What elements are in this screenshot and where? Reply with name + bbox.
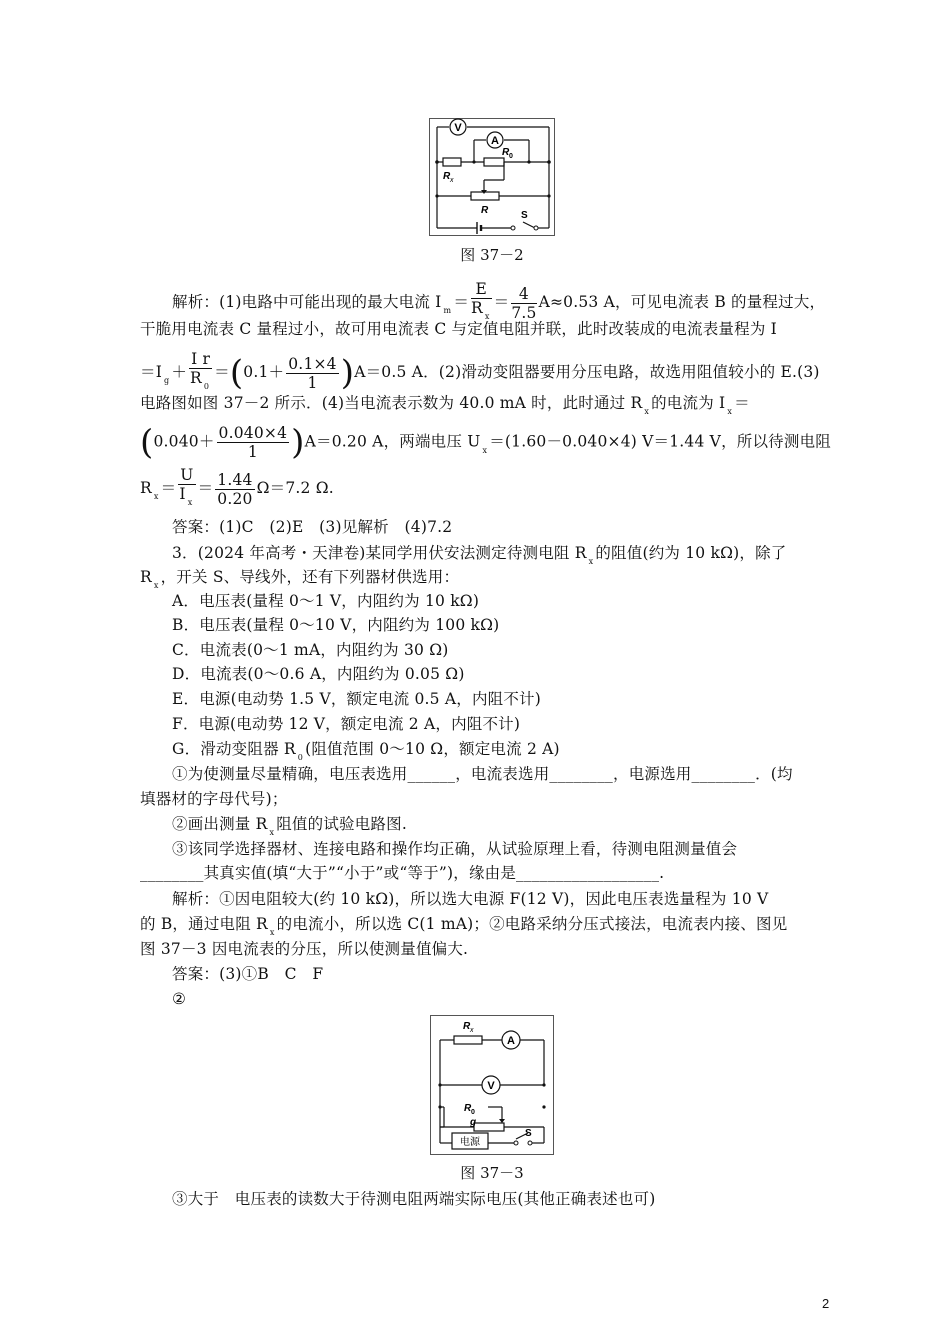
option-b: B．电压表(量程 0～10 V，内阻约为 100 kΩ) xyxy=(172,616,500,634)
subscript: 0 xyxy=(203,382,210,391)
left-paren: ( xyxy=(140,422,154,463)
q3-answer-line-3: ③大于 电压表的读数大于待测电阻两端实际电压(其他正确表述也可) xyxy=(172,1190,656,1208)
subscript: x xyxy=(482,445,488,455)
fraction-u-over-ix xyxy=(178,466,195,512)
denominator: 7.5 xyxy=(511,303,537,322)
text-run: A＝0.5 A．(2)滑动变阻器要用分压电路，故选用阻值较小的 E.(3) xyxy=(354,363,820,381)
denominator xyxy=(178,485,195,512)
rheostat-label: R xyxy=(481,205,489,216)
subscript: x xyxy=(187,498,193,507)
text-run: (阻值范围 0～10 Ω，额定电流 2 A) xyxy=(305,740,560,758)
text-run: ＝ xyxy=(734,394,750,412)
r0-sub: 0 xyxy=(509,153,513,160)
circuit-37-2-svg xyxy=(429,118,555,236)
text-run: R xyxy=(140,479,152,497)
subquestion-3-line-1: ③该同学选择器材、连接电路和操作均正确，从试验原理上看，待测电阻测量值会 xyxy=(172,840,738,858)
rx-label: R xyxy=(463,1021,471,1032)
text-run: 的电流为 I xyxy=(651,394,726,412)
numerator: I r xyxy=(191,350,211,368)
q3-answer-line-1: 答案：(3)①B C F xyxy=(172,965,324,983)
subscript: x xyxy=(727,407,733,416)
figure-caption-37-2: 图 37－2 xyxy=(460,246,524,264)
fraction-0-1x4-over-1 xyxy=(286,355,339,392)
solution-line-5 xyxy=(140,424,831,462)
left-paren: ( xyxy=(229,353,244,393)
numerator: 1.44 xyxy=(217,470,253,489)
option-c: C．电流表(0～1 mA，内阻约为 30 Ω) xyxy=(172,641,449,659)
subscript: x xyxy=(269,828,275,837)
denominator: 1 xyxy=(247,443,258,461)
numerator: U xyxy=(180,466,194,484)
rx-label: R xyxy=(443,171,451,182)
text-run: R xyxy=(140,568,152,586)
text-run: 0.1＋ xyxy=(243,363,285,381)
q3-solution-line-3: 图 37－3 因电流表的分压，所以使测量值偏大. xyxy=(140,940,469,958)
solution-line-3: ＝I $_g$ ＋ $\frac{\text{I r}}{R _0}$ ＝(0.1＋ $\frac{0.1\times 4}{1}$ )A＝0.5 A．(2)滑动变阻器要用分压电路，故选用阻值较小的 E.(3) xyxy=(140,350,820,396)
subscript: x xyxy=(644,407,650,416)
figure-caption-37-3: 图 37－3 xyxy=(460,1164,524,1182)
r0-label: R xyxy=(502,147,510,158)
answer-line-q2: 答案：(1)C (2)E (3)见解析 (4)7.2 xyxy=(172,518,453,536)
r0-sub: 0 xyxy=(471,1109,475,1116)
q3-solution-line-1: 解析：①因电阻较大(约 10 kΩ)，所以选大电源 F(12 V)，因此电压表选量程为 10 V xyxy=(172,890,769,908)
numerator: 0.040×4 xyxy=(218,424,288,442)
text-run: 的 B，通过电阻 R xyxy=(140,915,268,933)
circuit-37-3-svg xyxy=(430,1015,554,1155)
subscript: m xyxy=(443,306,452,315)
switch-label: S xyxy=(521,210,528,221)
solution-line-2: 干脆用电流表 C 量程过小，故可用电流表 C 与定值电阻并联，此时改装成的电流表量程为 I xyxy=(140,320,777,338)
right-paren: ) xyxy=(291,422,305,463)
subscript: x xyxy=(153,492,159,501)
subquestion-3-line-2: ________其真实值(填“大于”“小于”或“等于”)，缘由是__________________. xyxy=(140,864,665,882)
text-run: G．滑动变阻器 R xyxy=(172,740,296,758)
text-run: ，开关 S、导线外，还有下列器材供选用： xyxy=(160,568,460,586)
fraction-1-44-over-0-20 xyxy=(215,471,254,508)
option-a: A．电压表(量程 0～1 V，内阻约为 10 kΩ) xyxy=(172,592,480,610)
text-run: Ω＝7.2 Ω. xyxy=(256,479,334,497)
circuit-diagram-37-3 xyxy=(430,1015,554,1155)
fraction-ir-over-r0 xyxy=(189,350,212,396)
q3-answer-line-2: ② xyxy=(172,990,187,1008)
text-run: ＝ xyxy=(160,479,177,497)
text-run: A≈0.53 A，可见电流表 B 的量程过大， xyxy=(538,293,826,311)
subscript: x xyxy=(484,312,490,321)
den-text: I xyxy=(179,485,186,503)
text-run: ＝I xyxy=(140,363,163,381)
power-source-label: 电源 xyxy=(460,1137,480,1148)
numerator: 4 xyxy=(511,285,536,304)
text-run: 0.040＋ xyxy=(153,432,215,451)
switch-label: S xyxy=(525,1128,532,1139)
subquestion-1-line-1: ①为使测量尽量精确，电压表选用______，电流表选用________，电源选用________．(均 xyxy=(172,765,793,783)
circuit-diagram-37-2 xyxy=(429,118,555,236)
text-run: ＝(1.60－0.040×4) V＝1.44 V，所以待测电阻 xyxy=(489,432,831,451)
r0-label: R xyxy=(464,1103,472,1114)
text-run: 3．(2024 年高考・天津卷)某同学用伏安法测定待测电阻 R xyxy=(172,544,587,562)
voltmeter-label: V xyxy=(487,1080,495,1092)
option-d: D．电流表(0～0.6 A，内阻约为 0.05 Ω) xyxy=(172,665,465,683)
solution-line-6: R $_x$ ＝ $\frac{U}{I _x}$ ＝ $\frac{1.44}{0.20}$ Ω＝7.2 Ω. xyxy=(140,466,334,512)
ammeter-label: A xyxy=(507,1035,515,1047)
subquestion-1-line-2: 填器材的字母代号)； xyxy=(140,790,288,808)
subscript: x xyxy=(153,581,159,590)
ammeter-label: A xyxy=(491,135,499,147)
g-label: g xyxy=(470,1117,477,1128)
numerator: 0.1×4 xyxy=(288,354,337,373)
den-text: R xyxy=(190,369,202,387)
text-run: ②画出测量 R xyxy=(172,815,268,833)
page-number: 2 xyxy=(822,1296,830,1311)
text-run: 解析：(1)电路中可能出现的最大电流 I xyxy=(172,293,442,311)
subscript: x xyxy=(588,557,594,566)
text-run: 的阻值(约为 10 kΩ)，除了 xyxy=(595,544,787,562)
solution-line-1: 解析：(1)电路中可能出现的最大电流 I $_m$ ＝ $\frac{E}{R _x}$ ＝ $\frac{4}{7.5}$ A≈0.53 A，可见电流表 B 的量程过大， xyxy=(172,280,825,326)
text-run: 的电流小，所以选 C(1 mA)；②电路采纳分压式接法，电流表内接、图见 xyxy=(276,915,788,933)
text-run: 阻值的试验电路图. xyxy=(276,815,407,833)
den-text: R xyxy=(471,299,483,317)
text-run: A＝0.20 A，两端电压 U xyxy=(304,432,481,451)
option-f: F．电源(电动势 12 V，额定电流 2 A，内阻不计) xyxy=(172,715,521,733)
numerator: E xyxy=(471,280,492,299)
denominator: 1 xyxy=(307,373,318,392)
right-paren: ) xyxy=(340,353,355,393)
denominator: 0.20 xyxy=(217,489,253,508)
solution-line-4 xyxy=(140,392,750,423)
rx-sub: x xyxy=(450,177,454,184)
voltmeter-label: V xyxy=(454,122,462,134)
fraction-4-over-7-5 xyxy=(511,285,536,322)
fraction-0-040x4-over-1 xyxy=(217,424,290,461)
subscript: 0 xyxy=(297,753,304,762)
subscript: g xyxy=(164,376,170,385)
text-run: 电路图如图 37－2 所示．(4)当电流表示数为 40.0 mA 时，此时通过 R xyxy=(140,394,643,412)
subscript: x xyxy=(269,928,275,937)
rx-sub: x xyxy=(470,1027,474,1034)
option-e: E．电源(电动势 1.5 V，额定电流 0.5 A，内阻不计) xyxy=(172,690,542,708)
